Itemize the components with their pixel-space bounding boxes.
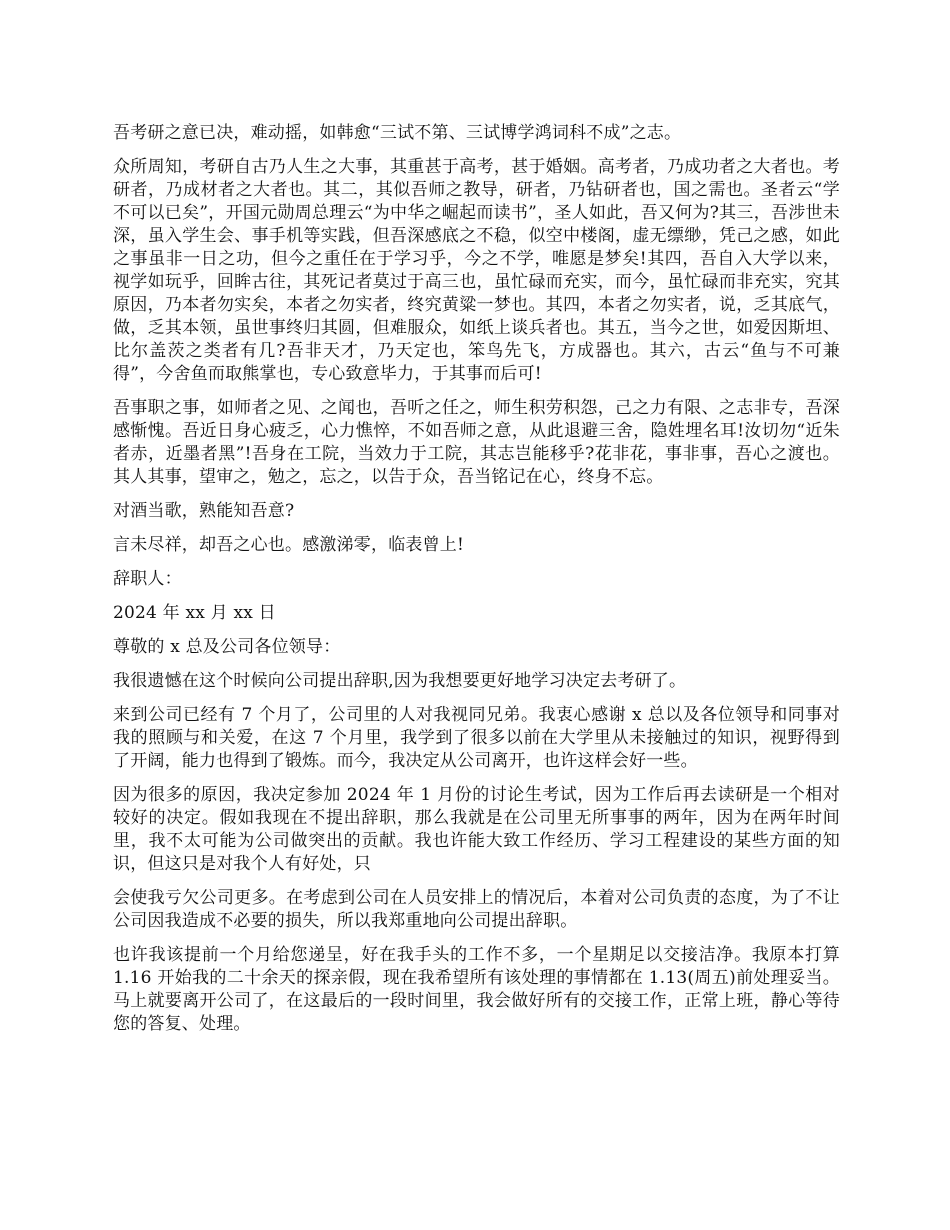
paragraph-toast: 对酒当歌，熟能知吾意?: [113, 501, 295, 521]
paragraph-handover: 也许我该提前一个月给您递呈，好在我手头的工作不多，一个星期足以交接洁净。我原本打算 1.16 开始我的二十余天的探亲假，现在我希望所有该处理的事情都在 1.13(周五)前处理妥当。马上就要离开公司了，在这最后的一段时间里，我会做好所有的交接工作，正常上班，静心等待您的答复、处理。: [113, 945, 840, 1034]
paragraph-resolve: 吾考研之意已决，难动摇，如韩愈“三试不第、三试博学鸿词科不成”之志。: [113, 123, 682, 143]
paragraph-reasons: 众所周知，考研自古乃人生之大事，其重甚于高考，甚于婚姻。高考者，乃成功者之大者也。考研者，乃成材者之大者也。其二，其似吾师之教导，研者，乃钻研者也，国之需也。圣者云“学不可以已矣”，开国元勋周总理云“为中华之崛起而读书”，圣人如此，吾又何为?其三，吾涉世未深，虽入学生会、事手机等实践，但吾深感底之不稳，似空中楼阁，虚无缥缈，凭己之感，如此之事虽非一日之功，但今之重任在于学习乎，今之不学，唯愿是梦矣!其四，吾自入大学以来，视学如玩乎，回眸古往，其死记者莫过于高三也，虽忙碌而充实，而今，虽忙碌而非充实，究其原因，乃本者勿实矣，本者之勿实者，终究黄粱一梦也。其四，本者之勿实者，说，乏其底气，做，乏其本领，虽世事终归其圆，但难服众，如纸上谈兵者也。其五，当今之世，如爱因斯坦、比尔盖茨之类者有几?吾非天才，乃天定也，笨鸟先飞，方成器也。其六，古云“鱼与不可兼得”，今舍鱼而取熊掌也，专心致意毕力，于其事而后可!: [113, 157, 840, 384]
document-body: [113, 122, 840, 1047]
paragraph-closing: 言未尽祥，却吾之心也。感激涕零，临表曾上!: [113, 535, 465, 555]
signature-label: 辞职人：: [113, 569, 182, 589]
paragraph-responsibility: 会使我亏欠公司更多。在考虑到公司在人员安排上的情况后，本着对公司负责的态度，为了不让公司因我造成不必要的损失，所以我郑重地向公司提出辞职。: [113, 888, 840, 931]
paragraph-duty: 吾事职之事，如师者之见、之闻也，吾听之任之，师生积劳积怨，己之力有限、之志非专，吾深感惭愧。吾近日身心疲乏，心力憔悴，不如吾师之意，从此退避三舍，隐姓埋名耳!汝切勿“近朱者赤，近墨者黑”!吾身在工院，当效力于工院，其志岂能移乎?花非花，事非事，吾心之渡也。其人其事，望审之，勉之，忘之，以告于众，吾当铭记在心，终身不忘。: [113, 398, 840, 487]
paragraph-exam-plan: 因为很多的原因，我决定参加 2024 年 1 月份的讨论生考试，因为工作后再去读研是一个相对较好的决定。假如我现在不提出辞职，那么我就是在公司里无所事事的两年，因为在两年时间里，我不太可能为公司做突出的贡献。我也许能大致工作经历、学习工程建设的某些方面的知识，但这只是对我个人有好处，只: [113, 785, 840, 874]
salutation: 尊敬的 x 总及公司各位领导：: [113, 637, 341, 657]
date-line: 2024 年 xx 月 xx 日: [113, 603, 276, 623]
paragraph-gratitude: 来到公司已经有 7 个月了，公司里的人对我视同兄弟。我衷心感谢 x 总以及各位领导和同事对我的照顾与和关爱，在这 7 个月里，我学到了很多以前在大学里从未接触过的知识，视野得到了开阔，能力也得到了锻炼。而今，我决定从公司离开，也许这样会好一些。: [113, 705, 840, 771]
paragraph-intro: 我很遗憾在这个时候向公司提出辞职,因为我想要更好地学习决定去考研了。: [113, 671, 687, 691]
